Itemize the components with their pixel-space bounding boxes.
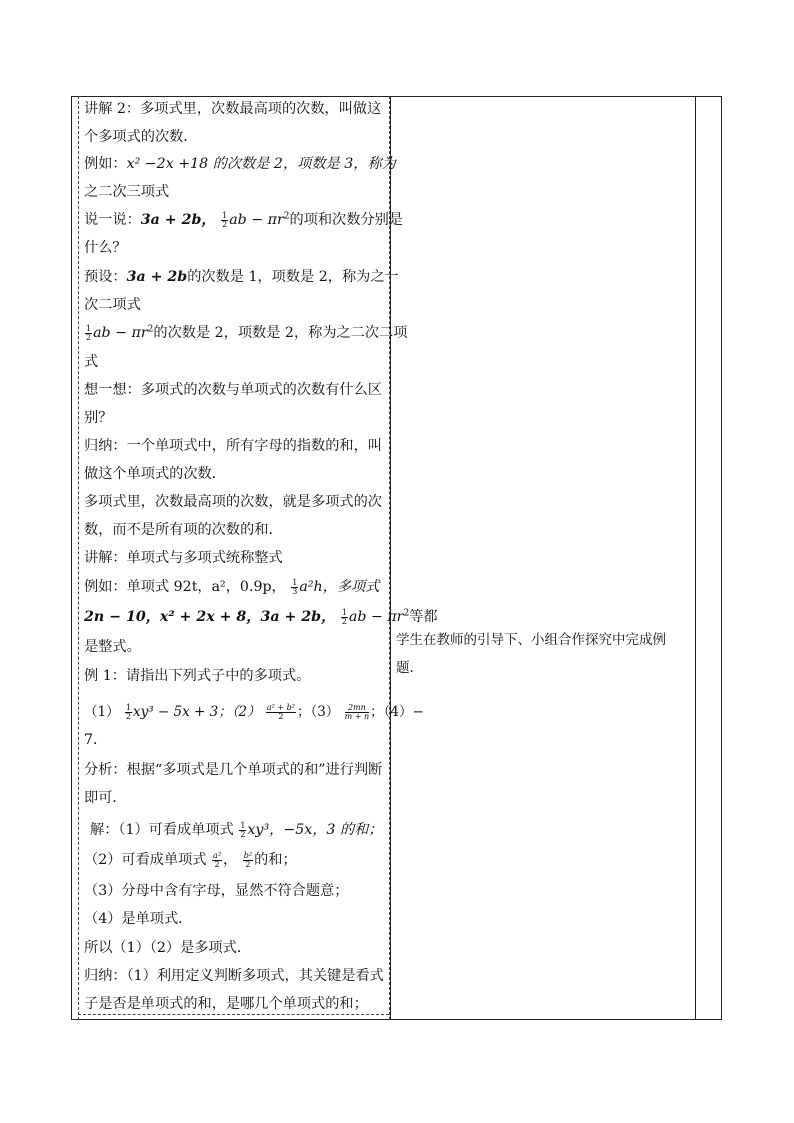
text-line: 即可． bbox=[84, 790, 127, 806]
bottom-dash-rule bbox=[78, 1014, 389, 1015]
fraction: $\frac{1}{3}$ bbox=[292, 577, 298, 596]
text-line: 2n − 10，x² + 2x + 8，3a + 2b， $\frac{1}{2}$ ab − $\pi r^2$等都 bbox=[84, 607, 438, 626]
text-line: 归纳：一个单项式中，所有字母的指数的和，叫 bbox=[84, 438, 382, 454]
text-line: 题. bbox=[396, 660, 414, 676]
fraction: $\frac{1}{2}$ bbox=[86, 323, 92, 342]
student-activity-cell bbox=[396, 626, 686, 682]
text-line: 想一想：多项式的次数与单项式的次数有什么区 bbox=[84, 382, 382, 398]
text-line: （2）可看成单项式 $\frac{\text{a²}}{2}$ ， $\frac{\text{b²}}{2}$ 的和； bbox=[84, 850, 297, 869]
text-line: 例 1：请指出下列式子中的多项式。 bbox=[84, 668, 311, 684]
fraction: $\frac{\text{b²}}{2}$ bbox=[243, 850, 253, 869]
text-line: 别？ bbox=[84, 410, 113, 426]
fraction: $\frac{1}{2}$ bbox=[240, 820, 246, 839]
text-line: 7． bbox=[84, 732, 108, 748]
fraction: $\frac{1}{2}$ bbox=[341, 607, 347, 626]
text-line: 数，而不是所有项的次数的和． bbox=[84, 522, 283, 538]
fraction: $\frac{1}{2}$ bbox=[125, 703, 131, 721]
text-line: 例如：单项式 92t，a²，0.9p， $\frac{1}{3}$ a²h，多项式 bbox=[84, 577, 380, 596]
text-line: 子是否是单项式的和，是哪几个单项式的和； bbox=[84, 996, 368, 1012]
text-line: 式 bbox=[84, 354, 99, 370]
column-divider-1-edge bbox=[390, 96, 391, 1020]
text-line: 个多项式的次数． bbox=[84, 129, 198, 145]
text-line: 讲解：单项式与多项式统称整式 bbox=[84, 550, 283, 566]
text-line: 讲解 2：多项式里，次数最高项的次数，叫做这 bbox=[84, 101, 382, 117]
column-divider-2 bbox=[695, 96, 696, 1020]
text-line: 分析：根据“多项式是几个单项式的和”进行判断 bbox=[84, 762, 383, 778]
text-line: （4）是单项式． bbox=[84, 911, 193, 927]
text-line: 多项式里，次数最高项的次数，就是多项式的次 bbox=[84, 494, 382, 510]
text-line: 学生在教师的引导下、小组合作探究中完成例 bbox=[396, 632, 666, 648]
text-line: 解：（1）可看成单项式 $\frac{1}{2}$ xy³，−5x，3 的和； bbox=[90, 820, 383, 839]
text-line: （3）分母中含有字母，显然不符合题意； bbox=[84, 883, 349, 899]
text-line: 所以（1）（2）是多项式． bbox=[84, 940, 252, 956]
text-line: 归纳：（1）利用定义判断多项式，其关键是看式 bbox=[84, 968, 384, 984]
text-line: $\frac{1}{2}$ ab − $\pi r^2$的次数是 2，项数是 2，称为之二次二项 bbox=[86, 323, 408, 342]
fraction: $\frac{\text{a² + b²}}{2}$ bbox=[266, 703, 295, 721]
text-line: （1） $\frac{1}{2}$ xy³ − 5x + 3；（2） $\frac{\text{a² + b²}}{2}$ ；（3） $\frac{2mn}{m + n}$ ；（4）− bbox=[84, 703, 424, 721]
text-line: 是整式。 bbox=[84, 639, 141, 655]
fraction: $\frac{\text{a²}}{2}$ bbox=[213, 850, 222, 869]
fraction: $\frac{2mn}{m + n}$ bbox=[344, 703, 370, 721]
text-line: 做这个单项式的次数． bbox=[84, 466, 226, 482]
text-line: 预设：3a + 2b的次数是 1，项数是 2，称为之一 bbox=[84, 269, 399, 285]
fraction: $\frac{1}{2}$ bbox=[222, 210, 228, 229]
text-line: 例如：x² −2x +18 的次数是 2，项数是 3，称为 bbox=[84, 156, 396, 172]
text-line: 之二次三项式 bbox=[84, 184, 170, 200]
text-line: 说一说：3a + 2b， $\frac{1}{2}$ ab − $\pi r^2$的项和次数分别是 bbox=[84, 210, 403, 229]
text-line: 次二项式 bbox=[84, 297, 141, 313]
text-line: 什么？ bbox=[84, 240, 127, 256]
inner-left-border bbox=[78, 96, 79, 1020]
